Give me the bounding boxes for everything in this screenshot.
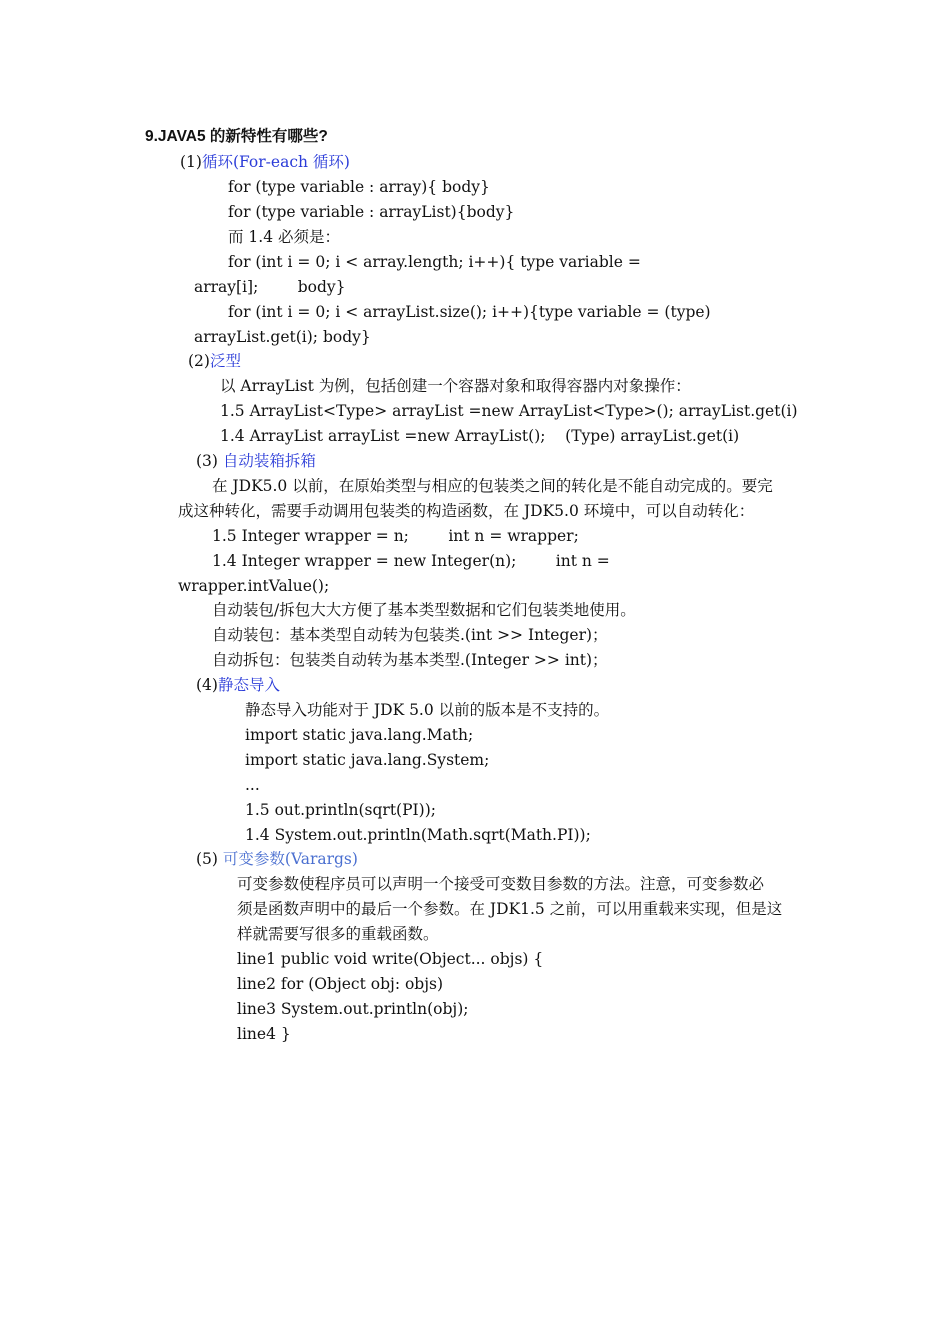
code-line: line4 } (237, 1025, 291, 1043)
code-line: for (type variable : array){ body} (228, 178, 490, 196)
text-line: 成这种转化，需要手动调用包装类的构造函数，在 JDK5.0 环境中，可以自动转化： (178, 502, 755, 520)
section-5-title: 可变参数(Varargs) (222, 850, 358, 868)
code-line: import static java.lang.Math; (245, 726, 474, 744)
code-line: for (type variable : arrayList){body} (228, 203, 515, 221)
code-line: line1 public void write(Object... objs) { (237, 950, 544, 968)
text-line: 样就需要写很多的重载函数。 (237, 925, 439, 943)
code-line: 1.5 out.println(sqrt(PI)); (245, 801, 436, 819)
code-line: for (int i = 0; i < arrayList.size(); i++){type variable = (type) (228, 303, 711, 321)
page-title: 9.JAVA5 的新特性有哪些? (145, 128, 328, 145)
code-line: 1.5 Integer wrapper = n; int n = wrapper; (212, 527, 579, 545)
section-4-heading (196, 675, 280, 695)
code-line: arrayList.get(i); body} (194, 328, 371, 346)
code-line: 1.4 System.out.println(Math.sqrt(Math.PI)); (245, 826, 591, 844)
text-line: 可变参数使程序员可以声明一个接受可变数目参数的方法。注意，可变参数必 (237, 875, 765, 893)
code-line: array[i]; body} (194, 278, 346, 296)
section-1-title: 循环(For-each 循环) (201, 153, 350, 171)
section-2-number: (2) (188, 352, 210, 370)
section-4-title: 静态导入 (217, 676, 280, 694)
section-4-number: (4) (196, 676, 218, 694)
text-line: 自动装包/拆包大大方便了基本类型数据和它们包装类地使用。 (212, 601, 636, 619)
section-1-heading (180, 152, 350, 172)
section-3-heading (196, 451, 316, 471)
code-line: line3 System.out.println(obj); (237, 1000, 469, 1018)
text-line: 静态导入功能对于 JDK 5.0 以前的版本是不支持的。 (245, 701, 610, 719)
text-line: 而 1.4 必须是： (228, 228, 341, 246)
section-5-heading (196, 849, 358, 869)
section-3-title: 自动装箱拆箱 (222, 452, 316, 470)
section-1-number: (1) (180, 153, 202, 171)
section-5-number: (5) (196, 850, 223, 868)
text-line: 自动拆包：包装类自动转为基本类型.(Integer >> int)； (212, 651, 608, 669)
text-line: 自动装包：基本类型自动转为包装类.(int >> Integer)； (212, 626, 608, 644)
code-line: for (int i = 0; i < array.length; i++){ type variable = (228, 253, 641, 271)
code-line: ... (245, 776, 260, 794)
code-line: wrapper.intValue(); (178, 577, 330, 595)
text-line: 须是函数声明中的最后一个参数。在 JDK1.5 之前，可以用重载来实现，但是这 (237, 900, 783, 918)
section-2-heading (188, 351, 241, 371)
section-2-title: 泛型 (209, 352, 241, 370)
code-line: 1.4 ArrayList arrayList =new ArrayList(); (Type) arrayList.get(i) (220, 427, 740, 445)
text-line: 以 ArrayList 为例，包括创建一个容器对象和取得容器内对象操作： (220, 377, 691, 395)
code-line: line2 for (Object obj: objs) (237, 975, 444, 993)
code-line: 1.5 ArrayList<Type> arrayList =new ArrayList<Type>(); arrayList.get(i) (220, 402, 798, 420)
code-line: import static java.lang.System; (245, 751, 490, 769)
code-line: 1.4 Integer wrapper = new Integer(n); int n = (212, 552, 610, 570)
section-3-number: (3) (196, 452, 223, 470)
text-line: 在 JDK5.0 以前，在原始类型与相应的包装类之间的转化是不能自动完成的。要完 (212, 477, 773, 495)
